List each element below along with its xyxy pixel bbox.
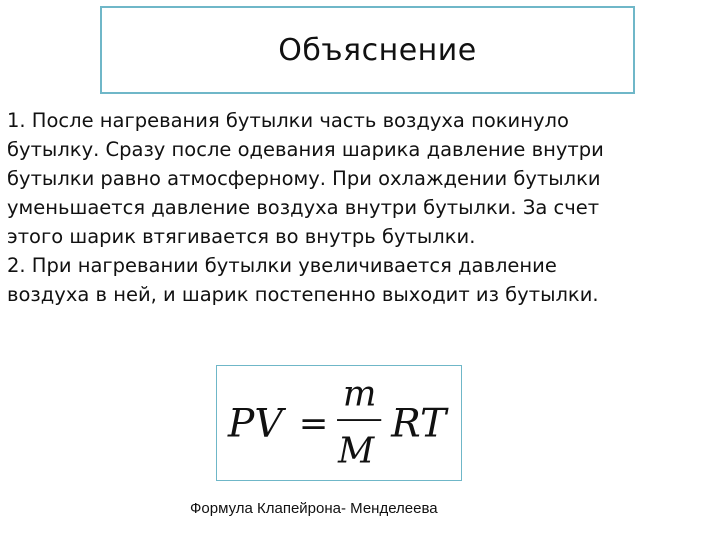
formula-numerator: m [342, 373, 377, 415]
clapeyron-formula [217, 366, 461, 480]
page-title: Объяснение [278, 32, 477, 68]
formula-denominator: M [338, 430, 375, 472]
formula-left: PV [227, 401, 283, 447]
explanation-text [7, 106, 707, 309]
formula-right: RT [391, 401, 447, 447]
formula-box [216, 365, 462, 481]
formula-equals: = [298, 402, 329, 444]
formula-caption: Формула Клапейрона- Менделеева [190, 500, 438, 517]
title-box [100, 6, 635, 94]
explanation-paragraph-2: 2. При нагревании бутылки увеличивается давление воздуха в ней, и шарик постепенно выходит из бутылки. [7, 254, 599, 306]
explanation-paragraph-1: 1. После нагревания бутылки часть воздуха покинуло бутылку. Сразу после одевания шарика давление внутри бутылки равно атмосферному. При охлаждении бутылки уменьшается давление воздуха внутри бутылки. За счет этого шарик втягивается во внутрь бутылки. [7, 109, 604, 248]
